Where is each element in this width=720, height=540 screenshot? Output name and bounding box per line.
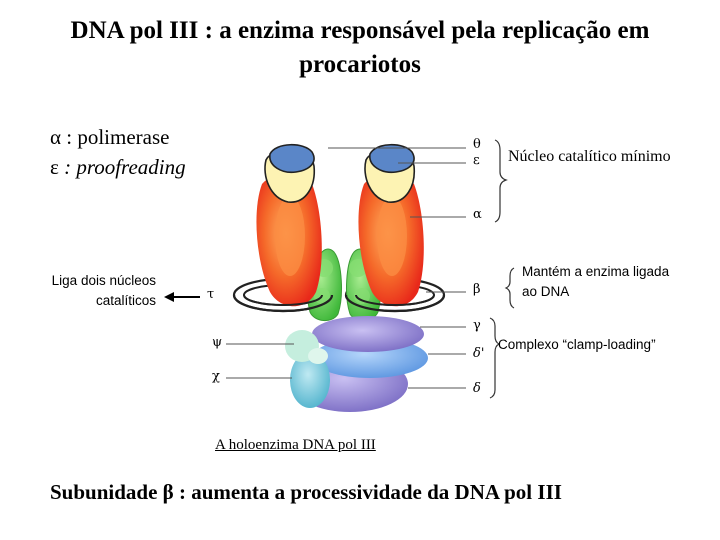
label-tau: τ xyxy=(207,287,215,302)
label-chi: χ xyxy=(212,369,220,384)
label-liga-line-2: catalíticos xyxy=(95,293,156,308)
legend-epsilon-symbol: ε xyxy=(50,155,59,179)
gamma-subunit xyxy=(312,316,424,352)
brace-complexo xyxy=(490,318,499,398)
brace-nucleo xyxy=(495,140,506,222)
label-alpha: α xyxy=(473,207,482,222)
label-liga-dois-nucleos xyxy=(28,271,156,311)
label-psi: ψ xyxy=(212,335,223,350)
brace-beta xyxy=(506,268,514,308)
legend-alpha-text: : polimerase xyxy=(61,125,170,149)
diagram-caption: A holoenzima DNA pol III xyxy=(215,437,376,453)
label-mantem-enzima xyxy=(522,262,669,302)
footer-suffix: : aumenta a processividade da DNA pol III xyxy=(173,480,562,504)
label-epsilon: ε xyxy=(473,153,480,168)
arrow-left xyxy=(164,292,200,302)
label-nucleo-catalitico: Núcleo catalítico mínimo xyxy=(508,148,671,165)
label-beta: β xyxy=(473,282,481,297)
legend-alpha-symbol: α xyxy=(50,125,62,149)
label-theta: θ xyxy=(473,137,481,152)
legend-epsilon-text: : proofreading xyxy=(58,155,186,179)
label-mantem-line-2: ao DNA xyxy=(522,284,570,299)
label-delta: δ xyxy=(473,381,481,396)
label-mantem-line-1: Mantém a enzima ligada xyxy=(522,264,670,279)
footer-prefix: Subunidade xyxy=(50,480,163,504)
title-line-1: DNA pol III : a enzima responsável pela replicação em xyxy=(70,17,650,44)
footer-beta-symbol: β xyxy=(162,480,174,504)
label-liga-line-1: Liga dois núcleos xyxy=(51,273,156,288)
footer-statement xyxy=(50,480,562,505)
label-gamma: γ xyxy=(473,318,481,333)
title-line-2: procariotos xyxy=(299,51,421,78)
label-complexo-clamp-loading: Complexo “clamp-loading” xyxy=(498,337,656,352)
label-delta-prime: δ' xyxy=(473,346,485,361)
